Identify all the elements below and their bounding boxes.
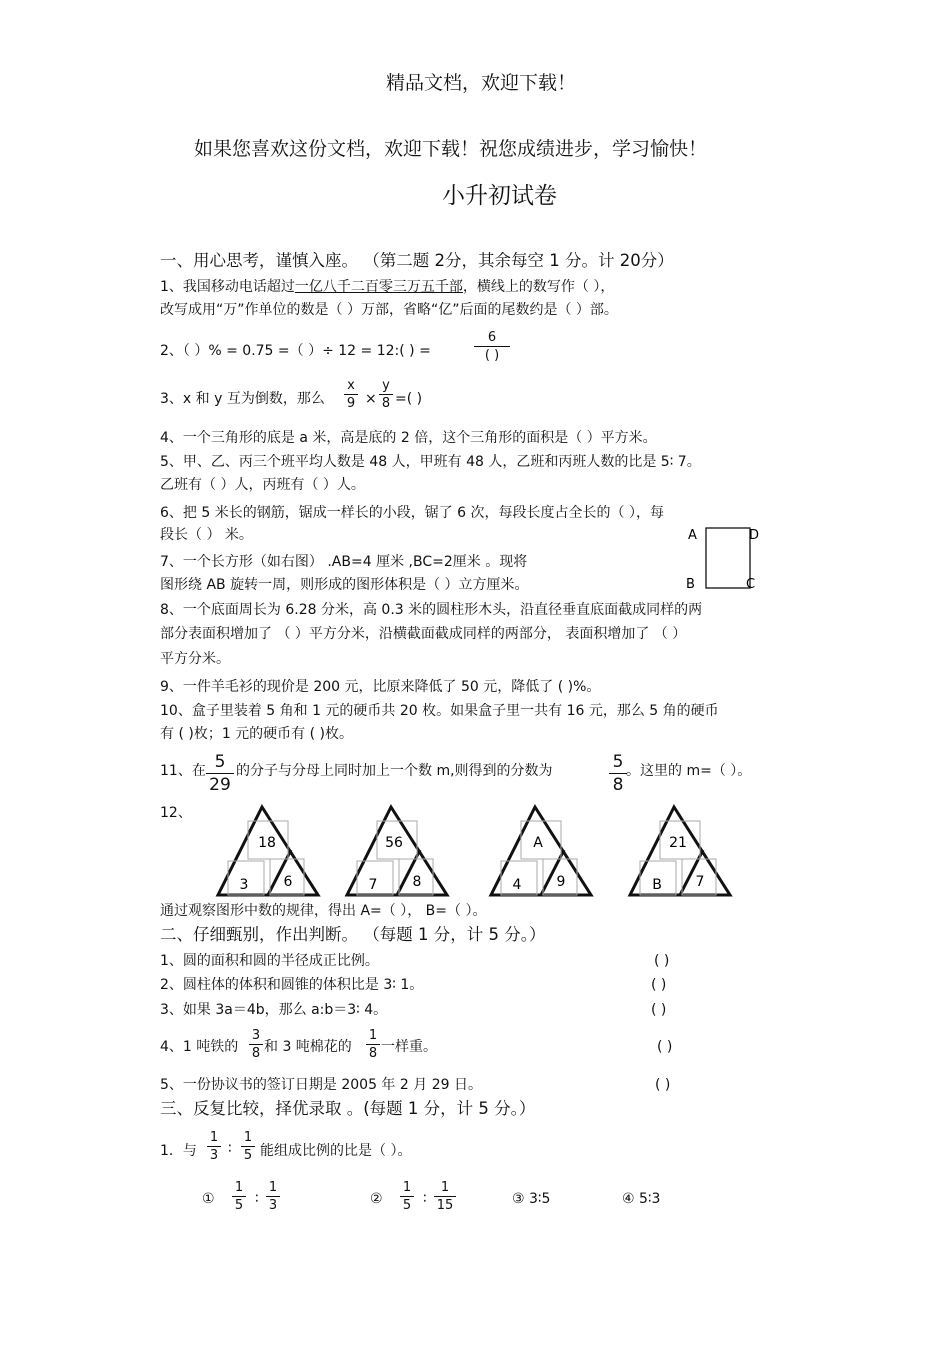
triangle-3-top: A (533, 835, 543, 851)
triangle-1-left: 3 (239, 877, 249, 893)
s2-q4-f2-den: 8 (368, 1046, 378, 1061)
triangle-outline (630, 807, 730, 895)
triangle-1-right: 6 (283, 874, 293, 890)
header-line-2: 如果您喜欢这份文档，欢迎下载！祝您成绩进步，学习愉快！ (194, 138, 708, 160)
q7-line-2: 图形绕 AB 旋转一周，则形成的图形体积是（ ）立方厘米。 (160, 577, 529, 593)
triangle-outline (347, 807, 447, 895)
triangle-4 (630, 807, 730, 895)
q11-text-c: 。这里的 m=（ ）。 (626, 763, 752, 779)
s2-q4-paren: ( ) (657, 1039, 673, 1055)
triangle-outline (218, 807, 318, 895)
q8-line-3: 平方分米。 (160, 651, 230, 667)
s3-q1-colon: ∶ (228, 1141, 232, 1157)
q11-fraction-1 (206, 752, 234, 795)
s2-q2: 2、圆柱体的体积和圆锥的体积比是 3∶ 1。 (160, 977, 424, 993)
o2-a-num: 1 (402, 1180, 412, 1195)
option-2-colon: ∶ (423, 1191, 427, 1207)
option-1-colon: ∶ (255, 1191, 259, 1207)
s3-q1-f1-num: 1 (209, 1130, 219, 1145)
s3-q1-fraction-1 (207, 1130, 221, 1163)
triangle-3-right: 9 (556, 874, 566, 890)
triangle-2-top: 56 (385, 835, 403, 851)
s2-q5-paren: ( ) (655, 1077, 671, 1093)
o1-a-num: 1 (234, 1180, 244, 1195)
s2-q3-paren: ( ) (651, 1002, 667, 1018)
q6-line-1: 6、把 5 米长的钢筋，锯成一样长的小段，锯了 6 次，每段长度占全长的（ ），每 (160, 505, 664, 521)
triangle-puzzle (210, 803, 630, 901)
section-1-heading: 一、用心思考，谨慎入座。 （第二题 2分，其余每空 1 分。计 20分） (160, 251, 674, 270)
q3-f1-den: 9 (346, 396, 356, 411)
section-2-heading: 二、仔细甄别，作出判断。 （每题 1 分，计 5 分。） (160, 925, 546, 944)
header-line-1: 精品文档，欢迎下载！ (386, 72, 577, 94)
q8-line-2: 部分表面积增加了 （ ）平方分米，沿横截面截成同样的两部分， 表面积增加了 （ ） (160, 626, 687, 642)
q12-footer: 通过观察图形中数的规律，得出 A=（ ）， B=（ ）。 (160, 903, 487, 919)
q1-text-b: ，横线上的数写作（ ）， (462, 279, 615, 295)
triangle-2-right: 8 (412, 874, 422, 890)
q6-line-2: 段长（ ） 米。 (160, 527, 253, 543)
s3-q1-text-a: 1．与 (160, 1143, 197, 1159)
triangle-1 (218, 807, 318, 895)
q2-text: 2、（ ）% = 0.75 =（ ）÷ 12 = 12:( ) = (160, 343, 431, 359)
s2-q4-f1-num: 3 (251, 1028, 261, 1043)
rectangle-figure (680, 522, 770, 594)
option-2-mark: ② (370, 1191, 383, 1207)
q3-text-a: 3、x 和 y 互为倒数，那么 (160, 391, 325, 407)
o1-b-num: 1 (268, 1180, 278, 1195)
q3-fraction-1 (344, 378, 358, 411)
triangle-4-left: B (652, 877, 662, 893)
q7-line-1: 7、一个长方形（如右图） .AB=4 厘米 ,BC=2厘米 。现将 (160, 554, 528, 570)
q3-text-b: =( ) (395, 391, 423, 407)
o1-a-den: 5 (234, 1198, 244, 1213)
s2-q4-text-c: 一样重。 (381, 1039, 437, 1055)
triangle-2-left: 7 (368, 877, 378, 893)
q11-f2-num: 5 (612, 752, 624, 772)
q1-underlined-number: 一亿八千二百零三万五千部 (294, 279, 463, 295)
s2-q4-fraction-2 (366, 1028, 380, 1061)
q12-label: 12、 (160, 805, 192, 821)
option-1-mark: ① (202, 1191, 215, 1207)
q2-fraction (474, 330, 510, 363)
triangle-4-top: 21 (669, 835, 687, 851)
option-3: ③ 3∶5 (512, 1191, 551, 1207)
q3-times: × (365, 391, 377, 407)
triangle-3 (491, 807, 591, 895)
s2-q1: 1、圆的面积和圆的半径成正比例。 (160, 953, 379, 969)
option-2-fraction-a (400, 1180, 414, 1213)
q5-line-2: 乙班有（ ）人，丙班有（ ）人。 (160, 477, 365, 493)
q8-line-1: 8、一个底面周长为 6.28 分米，高 0.3 米的圆柱形木头，沿直径垂直底面截成同样的两 (160, 602, 703, 618)
s2-q4-f2-num: 1 (368, 1028, 378, 1043)
triangle-3-left: 4 (512, 877, 522, 893)
q4-text: 4、一个三角形的底是 a 米，高是底的 2 倍，这个三角形的面积是（ ）平方米。 (160, 430, 657, 446)
q11-fraction-2 (609, 752, 627, 795)
option-1-fraction-a (232, 1180, 246, 1213)
q11-text-a: 11、在 (160, 763, 206, 779)
q11-text-b: 的分子与分母上同时加上一个数 m,则得到的分数为 (236, 763, 553, 779)
s3-q1-f2-den: 5 (243, 1148, 253, 1163)
q3-f1-num: x (347, 378, 355, 393)
label-b: B (686, 577, 695, 592)
s2-q4-text-b: 和 3 吨棉花的 (264, 1039, 352, 1055)
label-c: C (746, 577, 756, 592)
s2-q4-text-a: 4、1 吨铁的 (160, 1039, 239, 1055)
o2-a-den: 5 (402, 1198, 412, 1213)
o1-b-den: 3 (268, 1198, 278, 1213)
label-d: D (749, 528, 760, 543)
o2-b-den: 15 (436, 1198, 454, 1213)
s3-q1-f1-den: 3 (209, 1148, 219, 1163)
q2-denominator: ( ) (484, 348, 500, 363)
s2-q1-paren: ( ) (654, 953, 670, 969)
label-a: A (688, 528, 697, 543)
q9-text: 9、一件羊毛衫的现价是 200 元，比原来降低了 50 元，降低了 ( )%。 (160, 679, 601, 695)
q3-f2-num: y (382, 378, 390, 393)
rectangle-shape (706, 528, 750, 588)
s2-q3: 3、如果 3a＝4b，那么 a:b＝3∶ 4。 (160, 1002, 388, 1018)
triangle-2 (347, 807, 447, 895)
s3-q1-fraction-2 (241, 1130, 255, 1163)
s3-q1-text-b: 能组成比例的比是（ ）。 (260, 1143, 412, 1159)
page-title: 小升初试卷 (442, 183, 557, 209)
s2-q4-fraction-1 (249, 1028, 263, 1061)
triangle-outline (491, 807, 591, 895)
triangle-4-right: 7 (695, 874, 705, 890)
q1-line-1 (160, 278, 614, 296)
triangle-1-top: 18 (258, 835, 276, 851)
q11-f1-den: 29 (209, 775, 231, 795)
q1-line-2: 改写成用“万”作单位的数是（ ）万部，省略“亿”后面的尾数约是（ ）部。 (160, 302, 618, 318)
q3-fraction-2 (379, 378, 393, 411)
s2-q4-f1-den: 8 (251, 1046, 261, 1061)
q11-f1-num: 5 (214, 752, 226, 772)
q5-line-1: 5、甲、乙、丙三个班平均人数是 48 人，甲班有 48 人，乙班和丙班人数的比是 5∶ 7。 (160, 454, 701, 470)
s2-q5: 5、一份协议书的签订日期是 2005 年 2 月 29 日。 (160, 1077, 482, 1093)
section-3-heading: 三、反复比较，择优录取 。(每题 1 分，计 5 分。） (160, 1099, 536, 1118)
s2-q2-paren: ( ) (651, 977, 667, 993)
option-4: ④ 5∶3 (622, 1191, 661, 1207)
triangle-puzzle-4 (620, 803, 740, 901)
s3-q1-f2-num: 1 (243, 1130, 253, 1145)
q10-line-1: 10、盒子里装着 5 角和 1 元的硬币共 20 枚。如果盒子里一共有 16 元，那么 5 角的硬币 (160, 703, 719, 719)
q1-text-a: 1、我国移动电话超过 (160, 279, 295, 295)
q10-line-2: 有 ( )枚；1 元的硬币有 ( )枚。 (160, 726, 354, 742)
option-1-fraction-b (266, 1180, 280, 1213)
q2-numerator: 6 (487, 330, 497, 345)
q11-f2-den: 8 (612, 775, 624, 795)
o2-b-num: 1 (440, 1180, 450, 1195)
q3-f2-den: 8 (381, 396, 391, 411)
option-2-fraction-b (434, 1180, 456, 1213)
